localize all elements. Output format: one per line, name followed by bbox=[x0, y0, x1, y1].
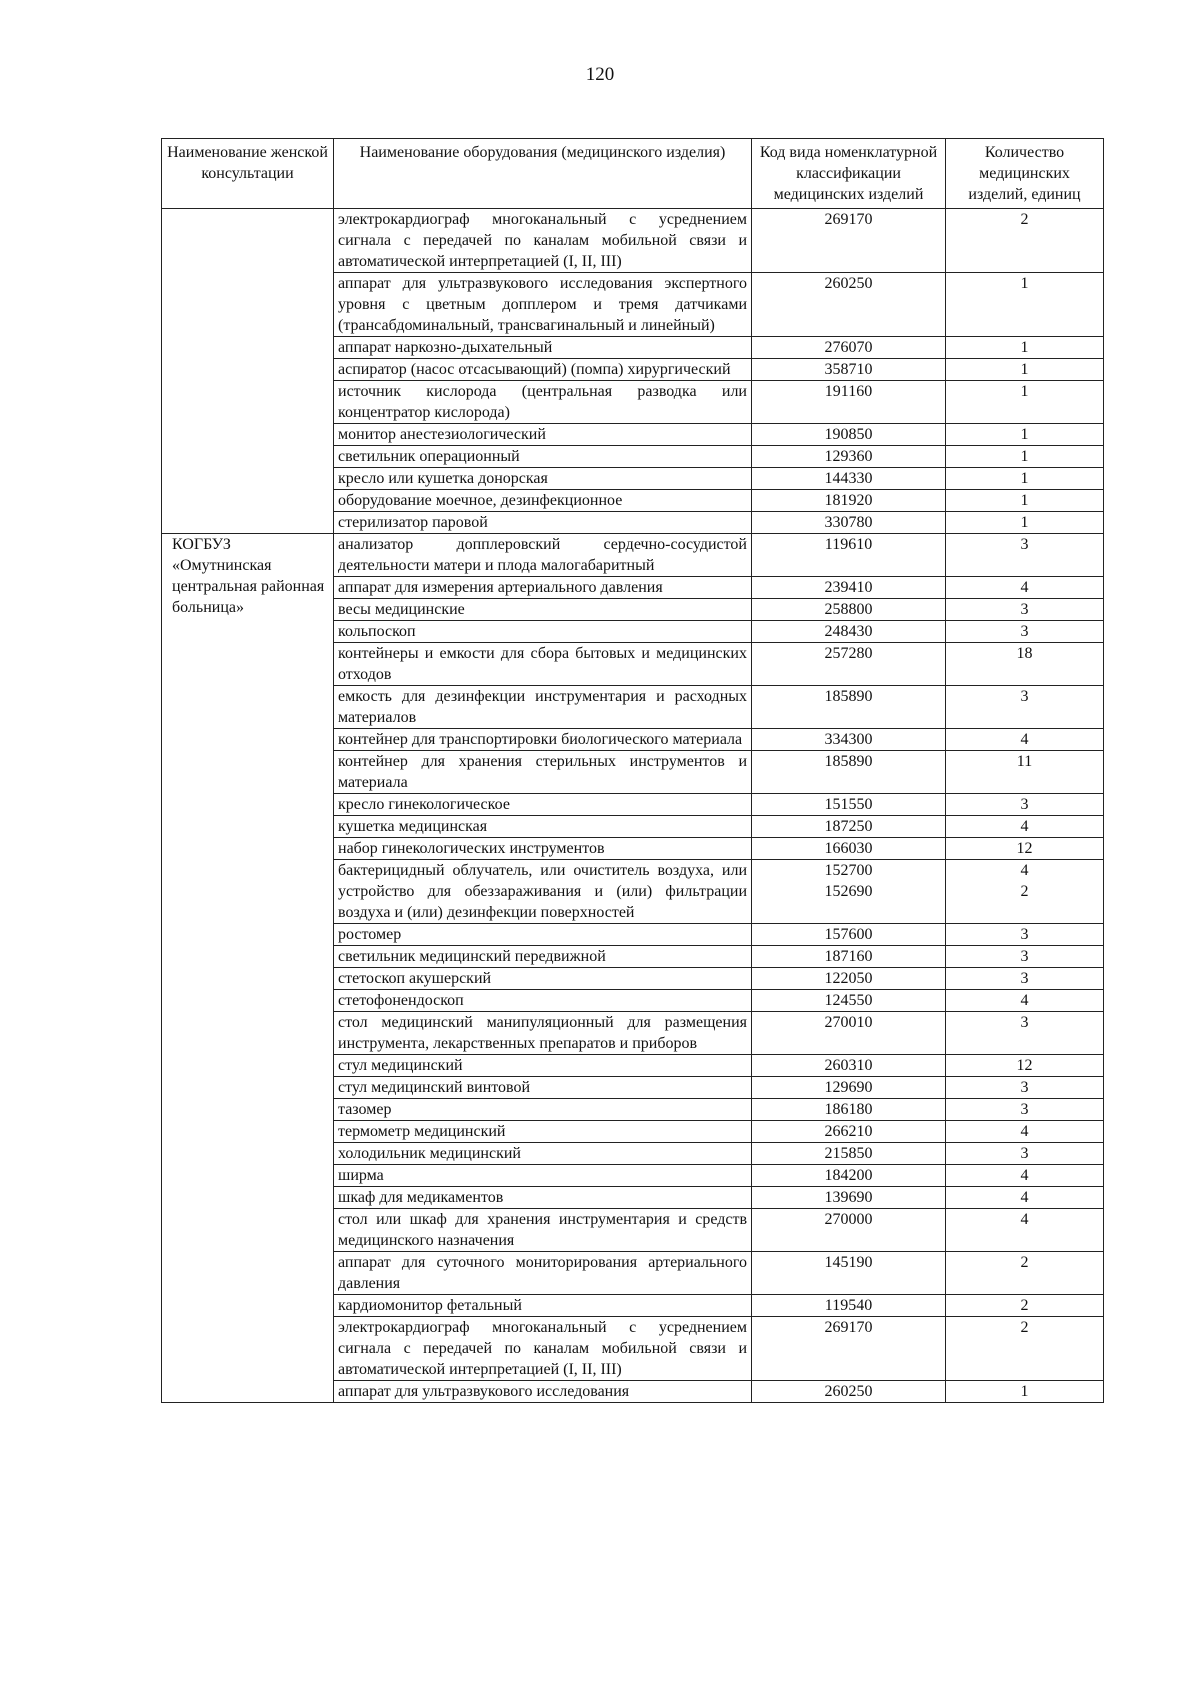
quantity-value: 1 bbox=[1020, 514, 1029, 531]
quantity-cell bbox=[946, 1187, 1104, 1209]
quantity-value: 2 bbox=[1020, 211, 1029, 228]
quantity-value: 4 bbox=[1020, 992, 1029, 1009]
equipment-name-cell: кресло или кушетка донорская bbox=[334, 468, 752, 490]
quantity-cell bbox=[946, 946, 1104, 968]
quantity-cell bbox=[946, 816, 1104, 838]
classification-code: 122050 bbox=[824, 970, 873, 987]
quantity-cell bbox=[946, 924, 1104, 946]
classification-code: 185890 bbox=[824, 688, 873, 705]
classification-code: 269170 bbox=[824, 211, 873, 228]
classification-code-cell bbox=[752, 577, 946, 599]
quantity-value: 12 bbox=[1016, 840, 1033, 857]
classification-code: 151550 bbox=[824, 796, 873, 813]
quantity-value: 1 bbox=[1020, 339, 1029, 356]
quantity-cell bbox=[946, 490, 1104, 512]
classification-code: 129690 bbox=[824, 1079, 873, 1096]
quantity-cell bbox=[946, 1099, 1104, 1121]
classification-code: 139690 bbox=[824, 1189, 873, 1206]
equipment-table bbox=[161, 138, 1104, 1403]
quantity-cell bbox=[946, 512, 1104, 534]
classification-code-cell bbox=[752, 860, 946, 924]
equipment-name-cell: стул медицинский bbox=[334, 1055, 752, 1077]
classification-code: 270010 bbox=[824, 1014, 873, 1031]
quantity-cell bbox=[946, 424, 1104, 446]
classification-code-cell bbox=[752, 490, 946, 512]
classification-code: 270000 bbox=[824, 1211, 873, 1228]
classification-code-cell bbox=[752, 337, 946, 359]
classification-code: 269170 bbox=[824, 1319, 873, 1336]
quantity-value: 4 bbox=[1020, 862, 1029, 879]
classification-code-cell bbox=[752, 273, 946, 337]
quantity-value: 2 bbox=[1020, 1297, 1029, 1314]
quantity-cell bbox=[946, 729, 1104, 751]
equipment-name-cell: ростомер bbox=[334, 924, 752, 946]
quantity-value: 18 bbox=[1016, 645, 1033, 662]
classification-code-cell bbox=[752, 968, 946, 990]
quantity-cell bbox=[946, 273, 1104, 337]
quantity-value: 1 bbox=[1020, 383, 1029, 400]
classification-code-cell bbox=[752, 446, 946, 468]
table-body bbox=[162, 209, 1104, 1403]
quantity-value: 4 bbox=[1020, 1167, 1029, 1184]
classification-code-cell bbox=[752, 686, 946, 729]
quantity-cell bbox=[946, 1252, 1104, 1295]
classification-code: 258800 bbox=[824, 601, 873, 618]
equipment-name-cell: контейнер для хранения стерильных инструментов и материала bbox=[334, 751, 752, 794]
quantity-value: 3 bbox=[1020, 1145, 1029, 1162]
classification-code: 358710 bbox=[824, 361, 873, 378]
classification-code-cell bbox=[752, 729, 946, 751]
classification-code-cell bbox=[752, 794, 946, 816]
classification-code-cell bbox=[752, 816, 946, 838]
equipment-name-cell: анализатор допплеровский сердечно-сосудистой деятельности матери и плода малогабаритный bbox=[334, 534, 752, 577]
classification-code: 191160 bbox=[824, 383, 873, 400]
classification-code: 190850 bbox=[824, 426, 873, 443]
classification-code-cell bbox=[752, 512, 946, 534]
equipment-name-cell: кольпоскоп bbox=[334, 621, 752, 643]
equipment-name-cell: аспиратор (насос отсасывающий) (помпа) хирургический bbox=[334, 359, 752, 381]
quantity-cell bbox=[946, 968, 1104, 990]
equipment-name-cell: контейнер для транспортировки биологического материала bbox=[334, 729, 752, 751]
classification-code: 184200 bbox=[824, 1167, 873, 1184]
quantity-value: 1 bbox=[1020, 426, 1029, 443]
classification-code: 124550 bbox=[824, 992, 873, 1009]
classification-code-cell bbox=[752, 1121, 946, 1143]
equipment-name-cell: источник кислорода (центральная разводка или концентратор кислорода) bbox=[334, 381, 752, 424]
quantity-cell bbox=[946, 838, 1104, 860]
quantity-value: 1 bbox=[1020, 1383, 1029, 1400]
classification-code-cell bbox=[752, 1143, 946, 1165]
quantity-value: 1 bbox=[1020, 448, 1029, 465]
page-number: 120 bbox=[585, 64, 615, 85]
classification-code-cell bbox=[752, 643, 946, 686]
classification-code-cell bbox=[752, 468, 946, 490]
quantity-cell bbox=[946, 381, 1104, 424]
quantity-value: 4 bbox=[1020, 731, 1029, 748]
classification-code-cell bbox=[752, 1381, 946, 1403]
classification-code-cell bbox=[752, 924, 946, 946]
quantity-cell bbox=[946, 686, 1104, 729]
quantity-cell bbox=[946, 1295, 1104, 1317]
quantity-value: 3 bbox=[1020, 926, 1029, 943]
classification-code: 152690 bbox=[824, 883, 873, 900]
quantity-cell bbox=[946, 1209, 1104, 1252]
quantity-cell bbox=[946, 1077, 1104, 1099]
classification-code: 129360 bbox=[824, 448, 873, 465]
quantity-cell bbox=[946, 446, 1104, 468]
quantity-value: 4 bbox=[1020, 1211, 1029, 1228]
classification-code: 119610 bbox=[824, 536, 873, 553]
quantity-cell bbox=[946, 359, 1104, 381]
equipment-name-cell: светильник операционный bbox=[334, 446, 752, 468]
classification-code: 215850 bbox=[824, 1145, 873, 1162]
equipment-name-cell: светильник медицинский передвижной bbox=[334, 946, 752, 968]
quantity-cell bbox=[946, 1381, 1104, 1403]
consultation-name-cell: КОГБУЗ «Омутнинская центральная районная больница» bbox=[162, 534, 334, 1403]
quantity-value: 3 bbox=[1020, 601, 1029, 618]
equipment-name-cell: термометр медицинский bbox=[334, 1121, 752, 1143]
classification-code-cell bbox=[752, 424, 946, 446]
classification-code: 239410 bbox=[824, 579, 873, 596]
classification-code-cell bbox=[752, 990, 946, 1012]
quantity-value: 2 bbox=[1020, 1254, 1029, 1271]
classification-code: 185890 bbox=[824, 753, 873, 770]
classification-code-cell bbox=[752, 1077, 946, 1099]
equipment-name-cell: стол или шкаф для хранения инструментария и средств медицинского назначения bbox=[334, 1209, 752, 1252]
equipment-name-cell: холодильник медицинский bbox=[334, 1143, 752, 1165]
equipment-name-cell: кардиомонитор фетальный bbox=[334, 1295, 752, 1317]
equipment-name-cell: электрокардиограф многоканальный с усреднением сигнала с передачей по каналам мобильной связи и автоматической интерпретацией (I, II, III) bbox=[334, 1317, 752, 1381]
table-row bbox=[162, 209, 1104, 273]
quantity-cell bbox=[946, 577, 1104, 599]
classification-code-cell bbox=[752, 1165, 946, 1187]
classification-code-cell bbox=[752, 1252, 946, 1295]
equipment-name-cell: стул медицинский винтовой bbox=[334, 1077, 752, 1099]
classification-code: 266210 bbox=[824, 1123, 873, 1140]
equipment-name-cell: тазомер bbox=[334, 1099, 752, 1121]
quantity-value: 11 bbox=[1016, 753, 1033, 770]
equipment-name-cell: аппарат для суточного мониторирования артериального давления bbox=[334, 1252, 752, 1295]
quantity-cell bbox=[946, 1317, 1104, 1381]
quantity-value: 3 bbox=[1020, 796, 1029, 813]
equipment-name-cell: шкаф для медикаментов bbox=[334, 1187, 752, 1209]
quantity-value: 4 bbox=[1020, 1123, 1029, 1140]
quantity-cell bbox=[946, 990, 1104, 1012]
quantity-value: 12 bbox=[1016, 1057, 1033, 1074]
quantity-value: 4 bbox=[1020, 579, 1029, 596]
quantity-value: 1 bbox=[1020, 275, 1029, 292]
quantity-cell bbox=[946, 794, 1104, 816]
quantity-value: 1 bbox=[1020, 470, 1029, 487]
consultation-name-cell bbox=[162, 209, 334, 534]
classification-code: 187250 bbox=[824, 818, 873, 835]
quantity-value: 3 bbox=[1020, 1014, 1029, 1031]
quantity-value: 3 bbox=[1020, 623, 1029, 640]
classification-code: 260310 bbox=[824, 1057, 873, 1074]
equipment-name-cell: весы медицинские bbox=[334, 599, 752, 621]
classification-code: 186180 bbox=[824, 1101, 873, 1118]
classification-code-cell bbox=[752, 1209, 946, 1252]
equipment-name-cell: емкость для дезинфекции инструментария и расходных материалов bbox=[334, 686, 752, 729]
equipment-name-cell: электрокардиограф многоканальный с усреднением сигнала с передачей по каналам мобильной связи и автоматической интерпретацией (I, II, III) bbox=[334, 209, 752, 273]
classification-code-cell bbox=[752, 1187, 946, 1209]
quantity-cell bbox=[946, 599, 1104, 621]
classification-code-cell bbox=[752, 599, 946, 621]
classification-code: 144330 bbox=[824, 470, 873, 487]
classification-code: 166030 bbox=[824, 840, 873, 857]
quantity-value: 4 bbox=[1020, 1189, 1029, 1206]
classification-code-cell bbox=[752, 209, 946, 273]
classification-code-cell bbox=[752, 359, 946, 381]
equipment-name-cell: аппарат для ультразвукового исследования bbox=[334, 1381, 752, 1403]
equipment-name-cell: стол медицинский манипуляционный для размещения инструмента, лекарственных препаратов и приборов bbox=[334, 1012, 752, 1055]
quantity-value: 3 bbox=[1020, 536, 1029, 553]
header-quantity: Количество медицинских изделий, единиц bbox=[946, 139, 1104, 209]
quantity-cell bbox=[946, 1012, 1104, 1055]
equipment-name-cell: бактерицидный облучатель, или очиститель воздуха, или устройство для обеззараживания и (или) фильтрации воздуха и (или) дезинфекции поверхностей bbox=[334, 860, 752, 924]
classification-code: 260250 bbox=[824, 275, 873, 292]
quantity-cell bbox=[946, 1165, 1104, 1187]
classification-code: 276070 bbox=[824, 339, 873, 356]
equipment-name-cell: ширма bbox=[334, 1165, 752, 1187]
classification-code-cell bbox=[752, 1055, 946, 1077]
quantity-value: 1 bbox=[1020, 492, 1029, 509]
quantity-cell bbox=[946, 1143, 1104, 1165]
classification-code-cell bbox=[752, 621, 946, 643]
equipment-name-cell: набор гинекологических инструментов bbox=[334, 838, 752, 860]
quantity-cell bbox=[946, 337, 1104, 359]
quantity-cell bbox=[946, 468, 1104, 490]
quantity-cell bbox=[946, 1055, 1104, 1077]
table-header bbox=[162, 139, 1104, 209]
quantity-value: 2 bbox=[1020, 1319, 1029, 1336]
classification-code: 152700 bbox=[824, 862, 873, 879]
quantity-value: 4 bbox=[1020, 818, 1029, 835]
classification-code-cell bbox=[752, 534, 946, 577]
classification-code: 260250 bbox=[824, 1383, 873, 1400]
quantity-cell bbox=[946, 860, 1104, 924]
equipment-name-cell: аппарат наркозно-дыхательный bbox=[334, 337, 752, 359]
equipment-name-cell: контейнеры и емкости для сбора бытовых и медицинских отходов bbox=[334, 643, 752, 686]
classification-code: 330780 bbox=[824, 514, 873, 531]
quantity-value: 3 bbox=[1020, 1101, 1029, 1118]
classification-code: 187160 bbox=[824, 948, 873, 965]
classification-code-cell bbox=[752, 838, 946, 860]
equipment-name-cell: кресло гинекологическое bbox=[334, 794, 752, 816]
quantity-value: 1 bbox=[1020, 361, 1029, 378]
quantity-value: 3 bbox=[1020, 688, 1029, 705]
classification-code-cell bbox=[752, 1295, 946, 1317]
quantity-cell bbox=[946, 643, 1104, 686]
equipment-name-cell: стерилизатор паровой bbox=[334, 512, 752, 534]
classification-code-cell bbox=[752, 1317, 946, 1381]
classification-code-cell bbox=[752, 751, 946, 794]
classification-code: 248430 bbox=[824, 623, 873, 640]
equipment-name-cell: кушетка медицинская bbox=[334, 816, 752, 838]
header-equipment-name: Наименование оборудования (медицинского изделия) bbox=[334, 139, 752, 209]
classification-code-cell bbox=[752, 1099, 946, 1121]
quantity-cell bbox=[946, 209, 1104, 273]
quantity-value: 3 bbox=[1020, 948, 1029, 965]
quantity-cell bbox=[946, 1121, 1104, 1143]
quantity-cell bbox=[946, 534, 1104, 577]
classification-code: 119540 bbox=[824, 1297, 873, 1314]
classification-code: 334300 bbox=[824, 731, 873, 748]
classification-code-cell bbox=[752, 1012, 946, 1055]
classification-code: 257280 bbox=[824, 645, 873, 662]
equipment-name-cell: стетоскоп акушерский bbox=[334, 968, 752, 990]
equipment-name-cell: аппарат для измерения артериального давления bbox=[334, 577, 752, 599]
header-classification-code: Код вида номенклатурной классификации медицинских изделий bbox=[752, 139, 946, 209]
classification-code: 181920 bbox=[824, 492, 873, 509]
equipment-name-cell: оборудование моечное, дезинфекционное bbox=[334, 490, 752, 512]
equipment-name-cell: монитор анестезиологический bbox=[334, 424, 752, 446]
quantity-cell bbox=[946, 751, 1104, 794]
quantity-value: 3 bbox=[1020, 970, 1029, 987]
classification-code-cell bbox=[752, 381, 946, 424]
equipment-name-cell: стетофонендоскоп bbox=[334, 990, 752, 1012]
equipment-name-cell: аппарат для ультразвукового исследования экспертного уровня с цветным допплером и тремя датчиками (трансабдоминальный, трансвагинальный и линейный) bbox=[334, 273, 752, 337]
quantity-value: 3 bbox=[1020, 1079, 1029, 1096]
classification-code: 145190 bbox=[824, 1254, 873, 1271]
classification-code-cell bbox=[752, 946, 946, 968]
quantity-cell bbox=[946, 621, 1104, 643]
header-consultation-name: Наименование женской консультации bbox=[162, 139, 334, 209]
quantity-value: 2 bbox=[1020, 883, 1029, 900]
classification-code: 157600 bbox=[824, 926, 873, 943]
table-row bbox=[162, 534, 1104, 577]
